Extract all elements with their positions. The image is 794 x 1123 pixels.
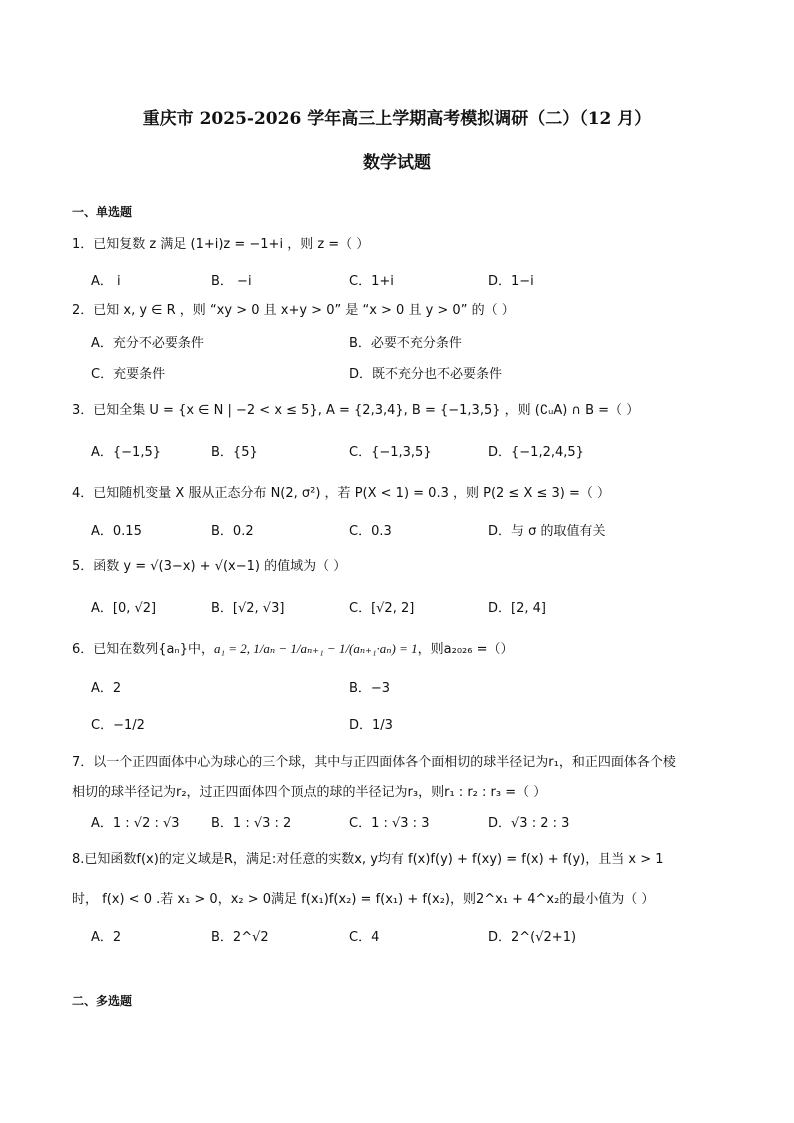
question-2-option-b: B．必要不充分条件 [349, 336, 462, 351]
question-8-option-c: C．4 [349, 930, 380, 945]
question-3-stem: 3．已知全集 U = {x ∈ N | −2 < x ≤ 5}, A = {2,3,4}, B = {−1,3,5} ，则 (∁ᵤA) ∩ B =（ ） [72, 403, 640, 418]
question-1-option-b: B． −i [211, 274, 252, 289]
section-heading-single-choice: 一、单选题 [72, 205, 133, 219]
question-5-option-c: C．[√2, 2] [349, 601, 415, 616]
question-5-stem: 5．函数 y = √(3−x) + √(x−1) 的值域为（ ） [72, 559, 347, 574]
question-1-option-d: D．1−i [488, 274, 534, 289]
question-2-option-c: C．充要条件 [91, 367, 166, 382]
question-6-option-a: A．2 [91, 681, 122, 696]
question-1-stem: 1．已知复数 z 满足 (1+i)z = −1+i ，则 z =（ ） [72, 237, 370, 252]
question-6-recurrence: a₁ = 2, 1/aₙ − 1/aₙ₊₁ − 1/(aₙ₊₁·aₙ) = 1 [213, 641, 418, 656]
question-4-option-a: A．0.15 [91, 524, 142, 539]
question-8-stem-line-2: 时， f(x) < 0 .若 x₁ > 0，x₂ > 0满足 f(x₁)f(x₂) = f(x₁) + f(x₂)，则2^x₁ + 4^x₂的最小值为（ ） [72, 892, 655, 907]
question-8-option-d: D．2^(√2+1) [488, 930, 577, 945]
question-6-stem-suffix: ，则a₂₀₂₆ =（） [417, 642, 514, 657]
question-8-stem-line-1: 8.已知函数f(x)的定义域是R，满足:对任意的实数x, y均有 f(x)f(y) + f(xy) = f(x) + f(y)，且当 x > 1 [72, 852, 664, 867]
question-7-option-b: B．1 : √3 : 2 [211, 816, 292, 831]
question-8-option-b: B．2^√2 [211, 930, 269, 945]
question-3-option-b: B．{5} [211, 445, 258, 460]
exam-title: 重庆市 2025-2026 学年高三上学期高考模拟调研（二）（12 月） [142, 109, 652, 129]
question-4-stem: 4．已知随机变量 X 服从正态分布 N(2, σ²) ，若 P(X < 1) = 0.3 ，则 P(2 ≤ X ≤ 3) =（ ） [72, 486, 611, 501]
question-6-option-d: D．1/3 [349, 718, 393, 733]
question-6-option-b: B．−3 [349, 681, 391, 696]
section-heading-multiple-choice: 二、多选题 [72, 994, 133, 1008]
exam-subtitle: 数学试题 [363, 153, 431, 173]
question-3-option-a: A．{−1,5} [91, 445, 162, 460]
question-7-stem-line-1: 7．以一个正四面体中心为球心的三个球，其中与正四面体各个面相切的球半径记为r₁，和正四面体各个棱 [72, 755, 676, 770]
question-4-option-c: C．0.3 [349, 524, 392, 539]
question-4-option-d: D．与 σ 的取值有关 [488, 524, 606, 539]
question-6-option-c: C．−1/2 [91, 718, 145, 733]
question-5-option-b: B．[√2, √3] [211, 601, 285, 616]
question-3-option-c: C．{−1,3,5} [349, 445, 432, 460]
question-1-option-a: A． i [91, 274, 121, 289]
question-5-option-d: D．[2, 4] [488, 601, 546, 616]
question-3-option-d: D．{−1,2,4,5} [488, 445, 584, 460]
question-5-option-a: A．[0, √2] [91, 601, 157, 616]
question-7-stem-line-2: 相切的球半径记为r₂，过正四面体四个顶点的球的半径记为r₃，则r₁ : r₂ : r₃ =（ ） [72, 785, 547, 800]
question-6-stem [72, 638, 514, 657]
question-7-option-d: D．√3 : 2 : 3 [488, 816, 570, 831]
question-1-option-c: C．1+i [349, 274, 394, 289]
question-2-option-a: A．充分不必要条件 [91, 336, 204, 351]
question-4-option-b: B．0.2 [211, 524, 254, 539]
question-2-option-d: D．既不充分也不必要条件 [349, 367, 503, 382]
question-2-stem: 2．已知 x, y ∈ R ，则 “xy > 0 且 x+y > 0” 是 “x > 0 且 y > 0” 的（ ） [72, 303, 515, 318]
question-6-stem-prefix: 6．已知在数列{aₙ}中， [72, 642, 214, 657]
question-8-option-a: A．2 [91, 930, 122, 945]
question-7-option-a: A．1 : √2 : √3 [91, 816, 180, 831]
question-7-option-c: C．1 : √3 : 3 [349, 816, 430, 831]
